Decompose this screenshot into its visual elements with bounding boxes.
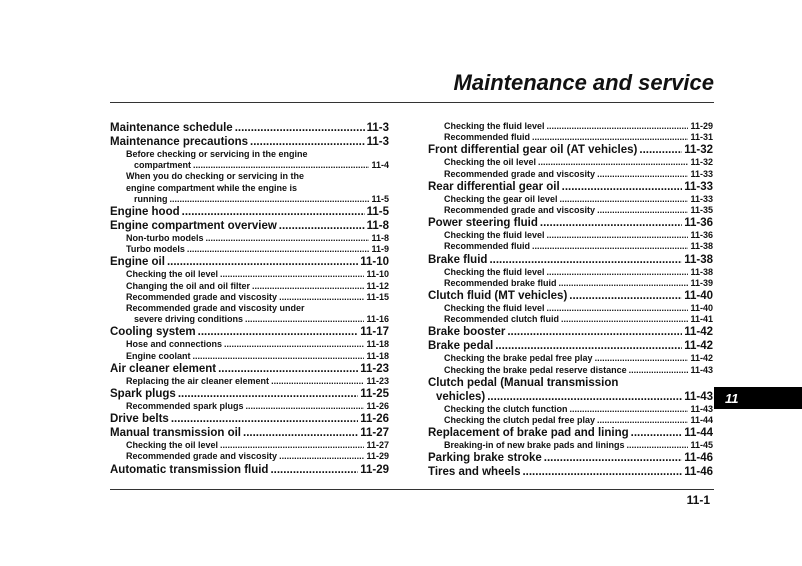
toc-page-ref: 11-38 (690, 241, 713, 252)
toc-entry-title-line: When you do checking or servicing in the (126, 171, 305, 182)
toc-entry-title-line: Recommended grade and viscosity under (126, 303, 305, 314)
toc-entry-title: Rear differential gear oil (428, 180, 560, 193)
dot-leader (495, 339, 682, 353)
toc-subsection-entry[interactable] (428, 157, 713, 168)
toc-page-ref: 11-42 (690, 353, 713, 364)
toc-entry-title: Maintenance schedule (110, 122, 233, 134)
toc-subsection-entry[interactable] (110, 171, 389, 205)
toc-page-ref: 11-43 (690, 364, 713, 375)
toc-page-ref: 11-3 (366, 122, 389, 134)
toc-entry-title: Engine compartment overview (110, 220, 277, 233)
toc-entry-title: Checking the brake pedal free play (444, 353, 593, 364)
toc-page-ref: 11-18 (366, 339, 389, 350)
chapter-tab[interactable] (714, 387, 802, 409)
toc-entry-title: Checking the oil level (126, 440, 219, 451)
toc-subsection-entry[interactable] (428, 121, 713, 132)
header-divider (110, 102, 714, 103)
dot-leader (629, 365, 689, 376)
dot-leader (538, 157, 688, 168)
toc-section-entry[interactable] (428, 143, 713, 157)
toc-section-entry[interactable] (428, 451, 713, 465)
toc-entry-title: Engine hood (110, 206, 180, 219)
toc-section-entry[interactable] (110, 219, 389, 233)
toc-entry-title: Parking brake stroke (428, 452, 542, 465)
dot-leader (597, 169, 688, 180)
toc-subsection-entry[interactable] (428, 314, 713, 325)
dot-leader (279, 292, 364, 303)
toc-subsection-entry[interactable] (428, 194, 713, 205)
toc-subsection-entry[interactable] (110, 376, 389, 387)
toc-subsection-entry[interactable] (428, 303, 713, 314)
toc-page-ref: 11-33 (684, 180, 713, 193)
toc-entry-title: Clutch fluid (MT vehicles) (428, 290, 568, 303)
dot-leader (171, 412, 358, 426)
toc-subsection-entry[interactable] (110, 233, 389, 244)
dot-leader (246, 401, 365, 412)
toc-section-entry[interactable] (110, 325, 389, 339)
toc-page-ref: 11-10 (366, 269, 389, 280)
toc-section-entry[interactable] (110, 426, 389, 440)
toc-subsection-entry[interactable] (428, 267, 713, 278)
toc-subsection-entry[interactable] (110, 339, 389, 350)
page-number: 11-1 (686, 493, 710, 507)
toc-column-left (110, 121, 389, 477)
toc-entry-title: Checking the clutch function (444, 403, 568, 414)
dot-leader (170, 194, 370, 205)
toc-subsection-entry[interactable] (428, 132, 713, 143)
toc-subsection-entry[interactable] (428, 440, 713, 451)
toc-subsection-entry[interactable] (428, 205, 713, 216)
toc-entry-title: vehicles) (436, 390, 486, 403)
dot-leader (562, 180, 683, 194)
toc-page-ref: 11-44 (690, 415, 713, 426)
toc-subsection-entry[interactable] (428, 404, 713, 415)
toc-entry-title: Turbo models (126, 244, 185, 255)
toc-page-ref: 11-45 (690, 440, 713, 451)
toc-section-entry[interactable] (428, 426, 713, 440)
toc-page-ref: 11-16 (366, 314, 389, 325)
toc-page-ref: 11-8 (371, 233, 389, 244)
toc-entry-title: Checking the fluid level (444, 230, 545, 241)
toc-entry-title: Drive belts (110, 413, 169, 426)
toc-entry-title: Checking the oil level (126, 269, 219, 280)
toc-page-ref: 11-26 (366, 401, 389, 412)
toc-page-ref: 11-29 (360, 463, 389, 476)
toc-entry-title: Cooling system (110, 326, 196, 339)
toc-page-ref: 11-10 (360, 256, 389, 269)
toc-subsection-entry[interactable] (110, 244, 389, 255)
toc-subsection-entry[interactable] (110, 351, 389, 362)
dot-leader (597, 415, 688, 426)
toc-page-ref: 11-23 (366, 375, 389, 386)
toc-entry-title: running (134, 193, 168, 204)
dot-leader (245, 314, 364, 325)
chapter-tab-label: 11 (725, 390, 739, 406)
toc-page-ref: 11-46 (684, 452, 713, 465)
toc-section-entry[interactable] (428, 289, 713, 303)
toc-section-entry[interactable] (428, 216, 713, 230)
dot-leader (220, 269, 364, 280)
dot-leader (198, 325, 359, 339)
toc-subsection-entry[interactable] (110, 281, 389, 292)
toc-section-entry[interactable] (110, 362, 389, 376)
toc-entry-title: Brake fluid (428, 253, 488, 266)
dot-leader (560, 194, 689, 205)
toc-page-ref: 11-4 (371, 160, 389, 171)
toc-page-ref: 11-17 (360, 326, 389, 339)
toc-page-ref: 11-42 (684, 340, 713, 353)
toc-page-ref: 11-32 (684, 144, 713, 157)
toc-entry-title: Hose and connections (126, 339, 223, 350)
toc-subsection-entry[interactable] (110, 269, 389, 280)
toc-entry-title: Maintenance precautions (110, 136, 249, 148)
toc-page-ref: 11-26 (360, 413, 389, 426)
toc-entry-title: Breaking-in of new brake pads and linings (444, 440, 625, 451)
toc-entry-title: Power steering fluid (428, 217, 538, 230)
toc-page-ref: 11-39 (690, 277, 713, 288)
toc-page-ref: 11-46 (684, 466, 713, 479)
toc-entry-title: Replacement of brake pad and lining (428, 427, 629, 440)
toc-page-ref: 11-43 (690, 403, 713, 414)
toc-subsection-entry[interactable] (110, 440, 389, 451)
toc-page-ref: 11-27 (366, 440, 389, 451)
toc-page-ref: 11-33 (690, 193, 713, 204)
toc-page-ref: 11-9 (371, 244, 389, 255)
dot-leader (631, 426, 683, 440)
dot-leader (547, 303, 689, 314)
toc-subsection-entry[interactable] (428, 241, 713, 252)
dot-leader (271, 376, 364, 387)
toc-entry-title: Recommended spark plugs (126, 401, 244, 412)
toc-section-entry[interactable] (110, 255, 389, 269)
toc-section-entry[interactable] (110, 387, 389, 401)
toc-subsection-entry[interactable] (428, 230, 713, 241)
toc-page-ref: 11-38 (690, 266, 713, 277)
toc-page-ref: 11-25 (360, 388, 389, 401)
toc-page-ref: 11-36 (684, 217, 713, 230)
toc-section-entry[interactable] (428, 253, 713, 267)
toc-section-entry[interactable] (110, 205, 389, 219)
dot-leader (187, 244, 370, 255)
dot-leader (639, 143, 682, 157)
toc-section-entry[interactable] (110, 121, 389, 135)
dot-leader (569, 289, 682, 303)
toc-section-entry[interactable] (110, 412, 389, 426)
toc-entry-title: Replacing the air cleaner element (126, 375, 270, 386)
toc-page-ref: 11-32 (690, 157, 713, 168)
toc-entry-title: Checking the fluid level (444, 121, 545, 131)
toc-entry-title: Brake booster (428, 326, 506, 339)
dot-leader (206, 233, 370, 244)
toc-page-ref: 11-43 (684, 390, 713, 403)
dot-leader (279, 219, 365, 233)
dot-leader (167, 255, 358, 269)
toc-subsection-entry[interactable] (110, 149, 389, 171)
toc-page-ref: 11-18 (366, 350, 389, 361)
toc-page-ref: 11-44 (684, 427, 713, 440)
dot-leader (597, 205, 688, 216)
toc-subsection-entry[interactable] (110, 401, 389, 412)
dot-leader (559, 278, 689, 289)
dot-leader (252, 281, 364, 292)
toc-page-ref: 11-31 (690, 132, 713, 143)
toc-entry-title: Tires and wheels (428, 466, 521, 479)
dot-leader (193, 160, 369, 171)
toc-subsection-entry[interactable] (428, 169, 713, 180)
toc-entry-title: Manual transmission oil (110, 427, 241, 440)
dot-leader (218, 362, 358, 376)
toc-page-ref: 11-3 (366, 136, 389, 148)
toc-page-ref: 11-38 (684, 253, 713, 266)
page-title: Maintenance and service (453, 70, 714, 95)
dot-leader (243, 426, 358, 440)
dot-leader (532, 241, 688, 252)
toc-section-entry[interactable] (428, 325, 713, 339)
toc-entry-title: Recommended grade and viscosity (444, 205, 596, 216)
toc-page-ref: 11-29 (690, 121, 713, 131)
toc-subsection-entry[interactable] (428, 353, 713, 364)
dot-leader (532, 132, 688, 143)
toc-entry-title: Automatic transmission fluid (110, 463, 269, 476)
toc-page-ref: 11-33 (690, 168, 713, 179)
toc-entry-title: Checking the fluid level (444, 266, 545, 277)
toc-entry-title: Recommended fluid (444, 132, 531, 143)
toc-page-ref: 11-8 (366, 220, 389, 233)
dot-leader (522, 465, 682, 479)
toc-entry-title: Air cleaner element (110, 362, 217, 375)
dot-leader (561, 314, 688, 325)
dot-leader (487, 390, 682, 404)
dot-leader (547, 267, 689, 278)
dot-leader (279, 451, 364, 462)
toc-entry-title: Recommended clutch fluid (444, 314, 560, 325)
dot-leader (547, 230, 689, 241)
toc-page-ref: 11-12 (366, 280, 389, 291)
toc-entry-title: Non-turbo models (126, 233, 204, 244)
toc-entry-title: Checking the oil level (444, 157, 537, 168)
toc-section-entry[interactable] (110, 135, 389, 149)
footer-divider (110, 489, 714, 490)
toc-section-entry[interactable] (428, 376, 713, 404)
toc-page-ref: 11-40 (690, 303, 713, 314)
dot-leader (182, 205, 365, 219)
dot-leader (570, 404, 689, 415)
toc-entry-title: Recommended grade and viscosity (126, 451, 278, 462)
toc-page-ref: 11-35 (690, 205, 713, 216)
toc-entry-title: Front differential gear oil (AT vehicles) (428, 144, 638, 157)
toc-section-entry[interactable] (110, 463, 389, 477)
toc-page-ref: 11-29 (366, 451, 389, 462)
toc-section-entry[interactable] (428, 465, 713, 479)
toc-entry-title: Recommended fluid (444, 241, 531, 252)
toc-entry-title: Changing the oil and oil filter (126, 280, 250, 291)
toc-page-ref: 11-41 (690, 314, 713, 325)
toc-section-entry[interactable] (428, 339, 713, 353)
toc-entry-title: Checking the brake pedal reserve distance (444, 364, 627, 375)
toc-page-ref: 11-15 (366, 291, 389, 302)
toc-section-entry[interactable] (428, 180, 713, 194)
dot-leader (540, 216, 682, 230)
toc-entry-title: Engine coolant (126, 350, 191, 361)
toc-page-ref: 11-42 (684, 326, 713, 339)
dot-leader (178, 387, 358, 401)
toc-page-ref: 11-40 (684, 290, 713, 303)
toc-entry-title: Spark plugs (110, 388, 176, 401)
dot-leader (507, 325, 682, 339)
toc-entry-title-line: Clutch pedal (Manual transmission (428, 376, 619, 389)
dot-leader (224, 339, 364, 350)
toc-entry-title-line: Before checking or servicing in the engine (126, 149, 308, 159)
dot-leader (627, 440, 689, 451)
toc-subsection-entry[interactable] (428, 365, 713, 376)
dot-leader (250, 135, 365, 149)
dot-leader (235, 121, 365, 135)
toc-subsection-entry[interactable] (110, 303, 389, 325)
dot-leader (489, 253, 682, 267)
toc-entry-title: Recommended grade and viscosity (444, 168, 596, 179)
dot-leader (547, 121, 689, 132)
toc-entry-title: Recommended grade and viscosity (126, 291, 278, 302)
toc-entry-title: Brake pedal (428, 340, 494, 353)
toc-entry-title: Checking the fluid level (444, 303, 545, 314)
toc-entry-title: Checking the clutch pedal free play (444, 415, 596, 426)
toc-entry-title-line: engine compartment while the engine is (126, 182, 298, 193)
dot-leader (220, 440, 364, 451)
toc-entry-title: Recommended brake fluid (444, 277, 557, 288)
toc-subsection-entry[interactable] (110, 292, 389, 303)
toc-entry-title: Checking the gear oil level (444, 193, 558, 204)
toc-subsection-entry[interactable] (110, 451, 389, 462)
toc-subsection-entry[interactable] (428, 415, 713, 426)
toc-page-ref: 11-36 (690, 230, 713, 241)
toc-page-ref: 11-5 (371, 193, 389, 204)
toc-entry-title: Engine oil (110, 256, 165, 269)
dot-leader (193, 351, 365, 362)
dot-leader (270, 463, 358, 477)
dot-leader (544, 451, 682, 465)
toc-column-right (428, 121, 713, 479)
toc-subsection-entry[interactable] (428, 278, 713, 289)
toc-entry-title: severe driving conditions (134, 314, 244, 325)
toc-page-ref: 11-27 (360, 427, 389, 440)
toc-entry-title: compartment (134, 160, 192, 171)
toc-page-ref: 11-23 (360, 362, 389, 375)
toc-page-ref: 11-5 (366, 206, 389, 219)
dot-leader (595, 353, 689, 364)
